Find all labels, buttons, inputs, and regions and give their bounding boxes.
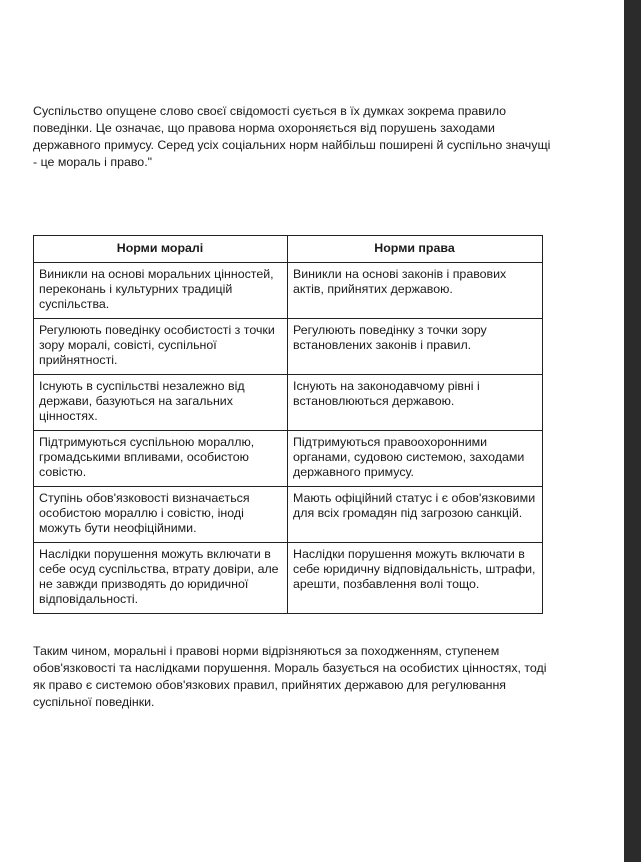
table-row [34,319,543,375]
viewer-side-scrollbar[interactable] [624,0,641,862]
table-row [34,487,543,543]
conclusion-paragraph: Таким чином, моральні і правові норми відрізняються за походженням, ступенем обов'язковості та наслідками порушення. Мораль базується на особистих цінностях, тоді як право є системою обов'язкових правил, прийнятих державою для регулювання суспільної поведінки. [33,644,547,709]
table-cell-moral: Виникли на основі моральних цінностей, переконань і культурних традицій суспільства. [34,263,288,319]
header-legal-norms: Норми права [288,236,543,263]
intro-paragraph: Суспільство опущене слово своєї свідомості сується в їх думках зокрема правило поведінки. Це означає, що правова норма охороняється від порушень заходами державного примусу. Серед усіх соціальних норм найбільш поширені й суспільно значущі - це мораль і право." [33,104,551,169]
table-cell-legal: Мають офіційний статус і є обов'язковими для всіх громадян під загрозою санкцій. [288,487,543,543]
table-row [34,543,543,614]
table-cell-moral: Ступінь обов'язковості визначається особистою мораллю і совістю, іноді можуть бути неофіційними. [34,487,288,543]
table-row [34,375,543,431]
table-cell-moral: Наслідки порушення можуть включати в себе осуд суспільства, втрату довіри, але не завжди призводять до юридичної відповідальності. [34,543,288,614]
table-cell-moral: Регулюють поведінку особистості з точки зору моралі, совісті, суспільної прийнятності. [34,319,288,375]
table-cell-legal: Існують на законодавчому рівні і встановлюються державою. [288,375,543,431]
table-cell-legal: Виникли на основі законів і правових актів, прийнятих державою. [288,263,543,319]
comparison-table [33,235,543,614]
table-cell-legal: Регулюють поведінку з точки зору встановлених законів і правил. [288,319,543,375]
table-row [34,263,543,319]
table-cell-legal: Підтримуються правоохоронними органами, судовою системою, заходами державного примусу. [288,431,543,487]
table-cell-moral: Підтримуються суспільною мораллю, громадськими впливами, особистою совістю. [34,431,288,487]
table-header-row [34,236,543,263]
header-moral-norms: Норми моралі [34,236,288,263]
table-cell-moral: Існують в суспільстві незалежно від держави, базуються на загальних цінностях. [34,375,288,431]
table-cell-legal: Наслідки порушення можуть включати в себе юридичну відповідальність, штрафи, арешти, позбавлення волі тощо. [288,543,543,614]
table-row [34,431,543,487]
